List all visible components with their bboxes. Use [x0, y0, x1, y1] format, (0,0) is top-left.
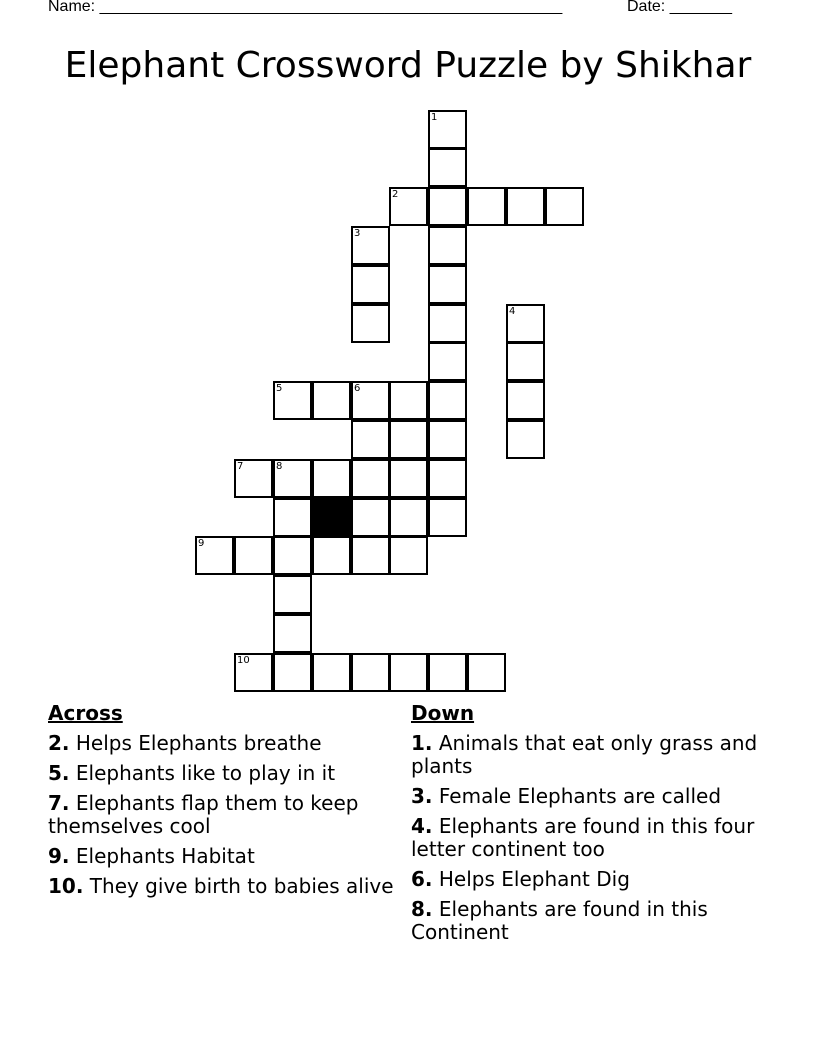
crossword-cell[interactable]: [312, 381, 351, 420]
crossword-cell[interactable]: [467, 187, 506, 226]
crossword-cell[interactable]: [351, 653, 390, 692]
clue-number: 8: [276, 461, 283, 472]
across-clue: [48, 792, 398, 838]
crossword-cell[interactable]: [428, 304, 467, 343]
clue-text: They give birth to babies alive: [83, 874, 394, 898]
page-title: Elephant Crossword Puzzle by Shikhar: [64, 45, 752, 86]
crossword-cell[interactable]: [351, 420, 390, 459]
clue-text: Elephants are found in this four letter continent too: [411, 814, 755, 861]
crossword-cell[interactable]: [545, 187, 584, 226]
clue-text: Helps Elephants breathe: [69, 731, 322, 755]
crossword-cell[interactable]: [467, 653, 506, 692]
crossword-cell[interactable]: [195, 536, 234, 575]
crossword-cell[interactable]: [234, 459, 273, 498]
across-clue: [48, 762, 398, 785]
clue-number: 2: [392, 189, 399, 200]
clue-number: 8.: [411, 897, 433, 921]
crossword-cell[interactable]: [506, 420, 545, 459]
clue-number: 7.: [48, 791, 70, 815]
crossword-cell[interactable]: [351, 226, 390, 265]
clue-text: Animals that eat only grass and plants: [411, 731, 758, 778]
clue-number: 5.: [48, 761, 70, 785]
crossword-cell[interactable]: [389, 536, 428, 575]
down-clues: [411, 702, 771, 951]
crossword-cell[interactable]: [351, 304, 390, 343]
crossword-cell[interactable]: [273, 614, 312, 653]
down-clue: [411, 868, 771, 891]
crossword-cell[interactable]: [428, 187, 467, 226]
crossword-cell[interactable]: [506, 304, 545, 343]
crossword-cell[interactable]: [351, 381, 390, 420]
crossword-cell[interactable]: [273, 575, 312, 614]
clue-number: 1: [431, 112, 438, 123]
clue-number: 10.: [48, 874, 84, 898]
crossword-cell[interactable]: [273, 536, 312, 575]
clue-number: 9.: [48, 844, 70, 868]
crossword-cell[interactable]: [273, 498, 312, 537]
crossword-cell[interactable]: [351, 265, 390, 304]
clue-number: 2.: [48, 731, 70, 755]
crossword-cell[interactable]: [428, 653, 467, 692]
crossword-cell[interactable]: [428, 381, 467, 420]
crossword-cell[interactable]: [312, 536, 351, 575]
clue-number: 4: [509, 306, 516, 317]
crossword-cell[interactable]: [273, 381, 312, 420]
clue-number: 6.: [411, 867, 433, 891]
crossword-cell[interactable]: [389, 653, 428, 692]
crossword-cell[interactable]: [351, 459, 390, 498]
crossword-cell[interactable]: [273, 653, 312, 692]
across-clue: [48, 875, 398, 898]
clue-number: 3: [354, 228, 361, 239]
clue-text: Female Elephants are called: [432, 784, 722, 808]
clue-number: 9: [198, 538, 205, 549]
down-clue: [411, 785, 771, 808]
clue-text: Elephants flap them to keep themselves cool: [48, 791, 359, 838]
clue-number: 7: [237, 461, 244, 472]
crossword-cell[interactable]: [312, 653, 351, 692]
crossword-cell[interactable]: [351, 536, 390, 575]
clue-text: Helps Elephant Dig: [432, 867, 630, 891]
across-clues: [48, 702, 398, 905]
clue-number: 1.: [411, 731, 433, 755]
clue-number: 4.: [411, 814, 433, 838]
across-heading: Across: [48, 701, 123, 725]
crossword-cell[interactable]: [389, 420, 428, 459]
across-clue: [48, 732, 398, 755]
crossword-cell[interactable]: [389, 381, 428, 420]
crossword-cell[interactable]: [428, 342, 467, 381]
across-clue: [48, 845, 398, 868]
down-heading: Down: [411, 701, 475, 725]
crossword-cell[interactable]: [428, 498, 467, 537]
down-clue: [411, 732, 771, 778]
crossword-cell[interactable]: [428, 226, 467, 265]
date-field-label[interactable]: Date: _______: [627, 0, 732, 15]
crossword-cell[interactable]: [428, 459, 467, 498]
crossword-cell[interactable]: [428, 110, 467, 149]
crossword-cell[interactable]: [234, 653, 273, 692]
down-clue: [411, 898, 771, 944]
crossword-cell[interactable]: [506, 342, 545, 381]
crossword-cell[interactable]: [506, 381, 545, 420]
name-field-label[interactable]: Name: ____________________________________________________: [48, 0, 563, 15]
clue-text: Elephants like to play in it: [69, 761, 336, 785]
crossword-cell[interactable]: [428, 148, 467, 187]
clue-number: 10: [237, 655, 250, 666]
crossword-cell[interactable]: [273, 459, 312, 498]
clue-number: 3.: [411, 784, 433, 808]
crossword-cell[interactable]: [506, 187, 545, 226]
crossword-cell[interactable]: [312, 459, 351, 498]
crossword-block: [312, 498, 351, 537]
crossword-cell[interactable]: [351, 498, 390, 537]
clue-number: 6: [354, 383, 361, 394]
clue-text: Elephants Habitat: [69, 844, 255, 868]
crossword-cell[interactable]: [428, 265, 467, 304]
crossword-cell[interactable]: [389, 187, 428, 226]
crossword-cell[interactable]: [389, 459, 428, 498]
crossword-cell[interactable]: [234, 536, 273, 575]
crossword-cell[interactable]: [428, 420, 467, 459]
clue-number: 5: [276, 383, 283, 394]
crossword-cell[interactable]: [389, 498, 428, 537]
clue-text: Elephants are found in this Continent: [411, 897, 708, 944]
down-clue: [411, 815, 771, 861]
